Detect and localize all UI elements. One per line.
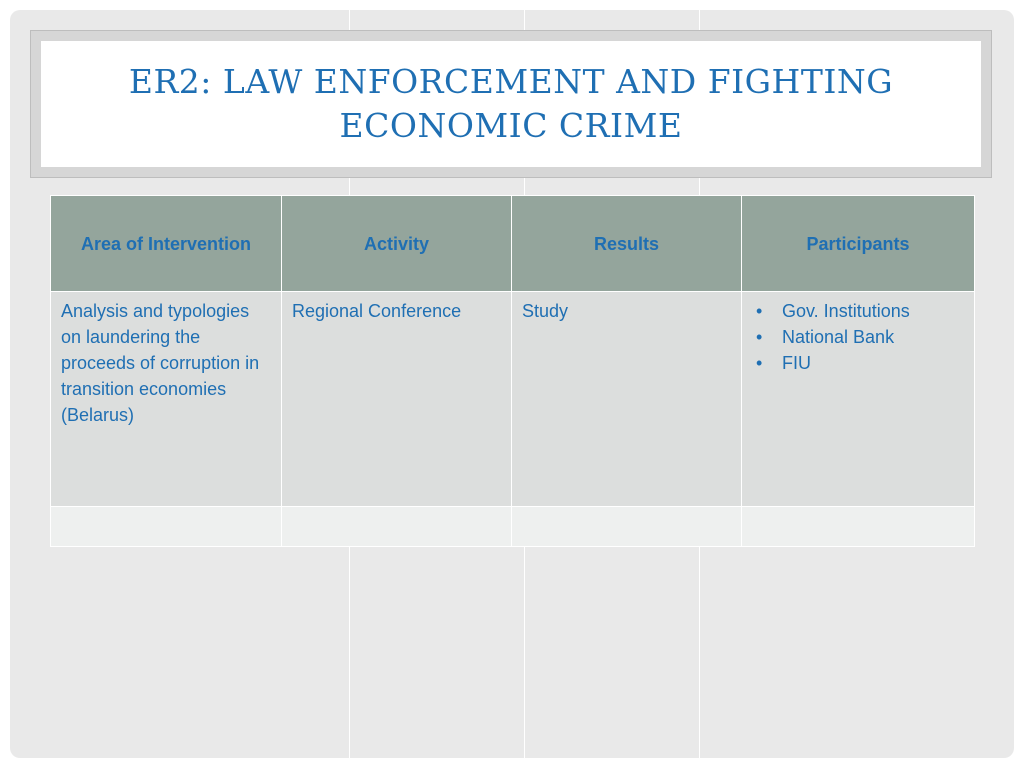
intervention-table [50,195,975,547]
slide-background-panel [10,10,1014,758]
participant-label: Gov. Institutions [782,301,910,321]
empty-cell [51,507,282,547]
slide-title-line-1: ER2: LAW ENFORCEMENT AND FIGHTING [128,62,894,101]
participant-label: National Bank [782,327,895,347]
participants-list [752,298,964,376]
list-item [752,350,964,376]
slide-title-line-2: ECONOMIC CRIME [339,106,683,145]
list-item [752,324,964,350]
table-row [51,292,975,507]
title-frame [30,30,992,178]
cell-activity: Regional Conference [282,292,512,507]
header-area-of-intervention: Area of Intervention [51,196,282,292]
title-box [41,41,981,167]
list-item [752,298,964,324]
header-participants: Participants [742,196,975,292]
bullet-icon: • [756,327,763,347]
participant-label: FIU [782,353,811,373]
intervention-table-container [50,195,974,547]
table-header-row [51,196,975,292]
bullet-icon: • [756,353,763,373]
bullet-icon: • [756,301,763,321]
empty-cell [282,507,512,547]
header-activity: Activity [282,196,512,292]
cell-area-of-intervention: Analysis and typologies on laundering the proceeds of corruption in transition economies (Belarus) [51,292,282,507]
cell-results: Study [512,292,742,507]
empty-cell [742,507,975,547]
empty-cell [512,507,742,547]
cell-participants [742,292,975,507]
table-row-empty [51,507,975,547]
header-results: Results [512,196,742,292]
